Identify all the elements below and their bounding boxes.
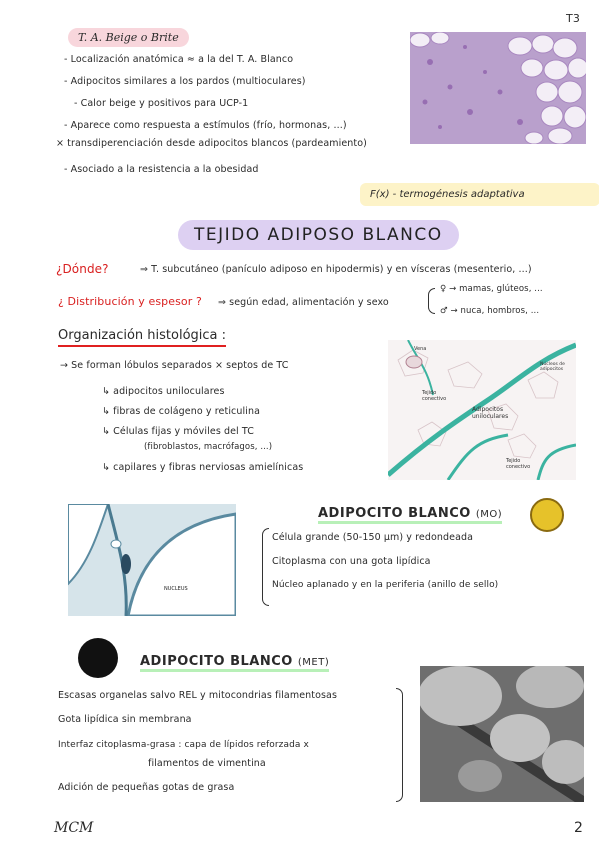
met-item: Adición de pequeñas gotas de grasa [58,782,235,793]
distribution-male: ♂ → nuca, hombros, ... [440,306,540,316]
met-icon [78,638,118,678]
beige-list [56,54,400,182]
mo-item: Núcleo aplanado y en la periferia (anillo de sello) [272,580,499,590]
organization-item: ↳ Células fijas y móviles del TC [102,426,254,437]
met-list [58,690,398,800]
where-question: ¿Dónde? [56,262,109,276]
distribution-brace [428,288,435,314]
mo-heading-tag: (MO) [475,509,503,520]
where-answer: ⇒ T. subcutáneo (panículo adiposo en hipodermis) y en vísceras (mesenterio, ...) [140,264,532,275]
mo-heading [318,506,502,524]
beige-title: T. A. Beige o Brite [68,28,189,47]
beige-item: - Asociado a la resistencia a la obesidad [64,164,259,175]
organization-item: ↳ fibras de colágeno y reticulina [102,406,261,417]
mo-icon [530,498,564,532]
label-vein: Vena [414,346,427,352]
corner-tag: T3 [566,12,580,25]
organization-intro: → Se forman lóbulos separados × septos de TC [60,360,289,371]
met-brace [396,688,403,802]
met-adipocyte-image [420,666,584,802]
distribution-question: ¿ Distribución y espesor ? [58,295,202,308]
beige-item: × transdiperenciación desde adipocitos blancos (pardeamiento) [56,138,367,149]
mo-item: Citoplasma con una gota lipídica [272,556,431,567]
mo-adipocyte-image [68,504,236,616]
met-heading [140,654,329,672]
met-item: Gota lipídica sin membrana [58,714,192,725]
function-box: F(x) - termogénesis adaptativa [360,183,599,206]
mo-list [272,532,592,600]
mo-brace [262,528,269,606]
label-connective-1: Tejido conectivo [422,390,447,402]
met-heading-tag: (MET) [297,657,330,668]
beige-item: - Adipocitos similares a los pardos (multioculares) [64,76,306,87]
mo-item: Célula grande (50-150 µm) y redondeada [272,532,474,543]
met-item-continued: filamentos de vimentina [148,758,266,769]
distribution-female: ♀ → mamas, glúteos, ... [440,284,543,294]
beige-item: - Aparece como respuesta a estímulos (frío, hormonas, ...) [64,120,347,131]
distribution-answer: ⇒ según edad, alimentación y sexo [218,297,389,308]
label-adipocytes: Adipocitos uniloculares [472,406,509,420]
organization-item: ↳ adipocitos uniloculares [102,386,225,397]
main-title: TEJIDO ADIPOSO BLANCO [178,220,459,250]
label-connective-2: Tejido conectivo [506,458,531,470]
mo-nucleus-label: NUCLEUS [164,586,188,592]
organization-heading: Organización histológica : [58,328,226,347]
lobule-tissue-image [388,340,576,480]
beige-item: - Localización anatómica ≈ a la del T. A. Blanco [64,54,294,65]
beige-tissue-image [410,32,586,144]
met-heading-text: ADIPOCITO BLANCO [140,654,293,669]
signature: MCM [54,820,94,836]
mo-heading-text: ADIPOCITO BLANCO [318,506,471,521]
met-item: Interfaz citoplasma-grasa : capa de lípidos reforzada x [58,740,309,750]
label-nuclei: Núcleos de adipocitos [540,362,565,372]
organization-item: ↳ capilares y fibras nerviosas amielínicas [102,462,304,473]
beige-item: - Calor beige y positivos para UCP-1 [74,98,249,109]
organization-list [60,360,380,480]
organization-item-note: (fibroblastos, macrófagos, ...) [144,442,273,452]
page-number: 2 [574,820,583,836]
met-item: Escasas organelas salvo REL y mitocondrias filamentosas [58,690,338,701]
